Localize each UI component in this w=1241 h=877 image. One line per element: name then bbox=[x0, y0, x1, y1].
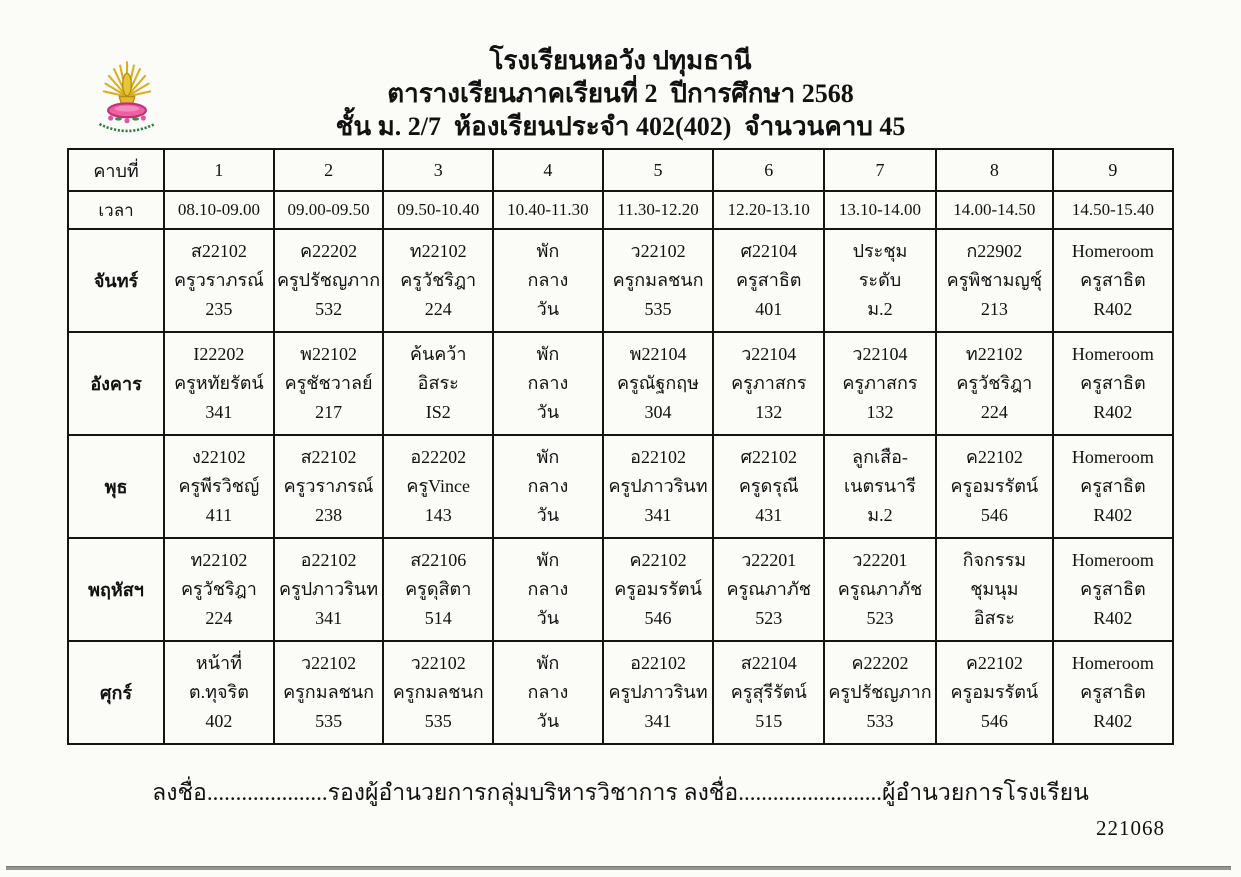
subject-code: ค22102 bbox=[965, 447, 1023, 467]
room-number: R402 bbox=[1093, 608, 1133, 628]
teacher-name: เนตรนารี bbox=[844, 476, 916, 496]
teacher-name: ครูสาธิต bbox=[1080, 270, 1146, 290]
time-header-label: เวลา bbox=[68, 191, 164, 229]
bottom-rule bbox=[6, 866, 1231, 870]
teacher-name: ครูวราภรณ์ bbox=[173, 270, 264, 290]
timetable-cell bbox=[383, 332, 493, 435]
subject-code: ว22201 bbox=[741, 550, 797, 570]
subject-code: ส22106 bbox=[410, 550, 467, 570]
room-number: อิสระ bbox=[973, 608, 1015, 628]
timetable-cell bbox=[1053, 538, 1173, 641]
room-number: ม.2 bbox=[867, 505, 893, 525]
room-number: 224 bbox=[980, 402, 1008, 422]
room-number: R402 bbox=[1093, 402, 1133, 422]
subject-code: พัก bbox=[536, 550, 560, 570]
period-header-label: คาบที่ bbox=[68, 149, 164, 191]
period-time: 08.10-09.00 bbox=[164, 191, 274, 229]
timetable-cell bbox=[713, 641, 824, 744]
timetable bbox=[67, 148, 1174, 745]
teacher-name: กลาง bbox=[527, 579, 569, 599]
teacher-name: ครูวัชริฎา bbox=[956, 373, 1033, 393]
period-time: 14.00-14.50 bbox=[936, 191, 1053, 229]
timetable-cell bbox=[1053, 641, 1173, 744]
teacher-name: ครูณภาภัช bbox=[726, 579, 811, 599]
room-number: 532 bbox=[315, 299, 343, 319]
subject-code: อ22102 bbox=[630, 447, 686, 467]
timetable-cell bbox=[493, 538, 603, 641]
timetable-cell bbox=[603, 435, 714, 538]
subject-code: ค22102 bbox=[629, 550, 687, 570]
teacher-name: ชุมนุม bbox=[970, 579, 1019, 599]
period-number: 6 bbox=[713, 149, 824, 191]
subject-code: ว22102 bbox=[630, 241, 686, 261]
room-number: 535 bbox=[315, 711, 343, 731]
teacher-name: ครูวัชริฎา bbox=[180, 579, 257, 599]
room-number: 402 bbox=[205, 711, 233, 731]
schedule-title: ตารางเรียนภาคเรียนที่ 2 ปีการศึกษา 2568 bbox=[387, 79, 854, 108]
timetable-cell bbox=[164, 229, 274, 332]
subject-code: ประชุม bbox=[852, 241, 908, 261]
period-time: 13.10-14.00 bbox=[824, 191, 936, 229]
timetable-cell bbox=[383, 435, 493, 538]
teacher-name: ครูสาธิต bbox=[1080, 682, 1146, 702]
subject-code: พ22104 bbox=[629, 344, 687, 364]
day-row-friday bbox=[68, 641, 1173, 744]
room-number: 238 bbox=[315, 505, 343, 525]
subject-code: ง22102 bbox=[192, 447, 246, 467]
teacher-name: ครูVince bbox=[406, 476, 471, 496]
day-row-monday bbox=[68, 229, 1173, 332]
subject-code: ว22104 bbox=[741, 344, 797, 364]
teacher-name: ครูอมรรัตน์ bbox=[950, 682, 1039, 702]
document-header bbox=[0, 0, 1241, 143]
timetable-cell bbox=[164, 538, 274, 641]
room-number: 217 bbox=[315, 402, 343, 422]
subject-code: ท22102 bbox=[965, 344, 1023, 364]
subject-code: ส22102 bbox=[300, 447, 357, 467]
teacher-name: ครูภาสกร bbox=[731, 373, 807, 393]
room-number: 431 bbox=[755, 505, 783, 525]
room-number: 304 bbox=[644, 402, 672, 422]
room-number: R402 bbox=[1093, 711, 1133, 731]
timetable-cell bbox=[493, 641, 603, 744]
subject-code: ก22902 bbox=[966, 241, 1023, 261]
timetable-cell bbox=[713, 332, 824, 435]
timetable-cell bbox=[493, 332, 603, 435]
teacher-name: อิสระ bbox=[417, 373, 459, 393]
room-number: R402 bbox=[1093, 299, 1133, 319]
period-time: 10.40-11.30 bbox=[493, 191, 603, 229]
room-number: 535 bbox=[424, 711, 452, 731]
subject-code: อ22102 bbox=[300, 550, 357, 570]
teacher-name: ครูสาธิต bbox=[1080, 476, 1146, 496]
subject-code: Homeroom bbox=[1071, 344, 1154, 364]
timetable-cell bbox=[824, 229, 936, 332]
room-number: 213 bbox=[980, 299, 1008, 319]
teacher-name: ครูวัชริฎา bbox=[400, 270, 477, 290]
period-number: 2 bbox=[274, 149, 384, 191]
subject-code: ศ22104 bbox=[740, 241, 797, 261]
timetable-cell bbox=[936, 538, 1053, 641]
subject-code: หน้าที่ bbox=[195, 653, 242, 673]
room-number: 401 bbox=[755, 299, 783, 319]
room-number: 546 bbox=[980, 711, 1008, 731]
room-number: 411 bbox=[205, 505, 233, 525]
period-time: 12.20-13.10 bbox=[713, 191, 824, 229]
subject-code: ค22202 bbox=[300, 241, 358, 261]
day-label: พฤหัสฯ bbox=[68, 538, 164, 641]
teacher-name: ครูกมลชนก bbox=[283, 682, 375, 702]
subject-code: พัก bbox=[536, 241, 560, 261]
teacher-name: ครูอมรรัตน์ bbox=[614, 579, 702, 599]
day-row-wednesday bbox=[68, 435, 1173, 538]
timetable-cell bbox=[713, 229, 824, 332]
timetable-cell bbox=[936, 435, 1053, 538]
subject-code: Homeroom bbox=[1071, 550, 1154, 570]
subject-code: I22202 bbox=[193, 344, 245, 364]
room-number: 132 bbox=[866, 402, 894, 422]
timetable-cell bbox=[1053, 332, 1173, 435]
subject-code: ว22102 bbox=[410, 653, 466, 673]
room-number: 235 bbox=[205, 299, 233, 319]
period-time: 11.30-12.20 bbox=[603, 191, 714, 229]
teacher-name: กลาง bbox=[527, 373, 569, 393]
room-number: 341 bbox=[644, 711, 672, 731]
day-row-thursday bbox=[68, 538, 1173, 641]
timetable-cell bbox=[274, 538, 384, 641]
class-info: ชั้น ม. 2/7 ห้องเรียนประจำ 402(402) จำนวนคาบ 45 bbox=[335, 112, 906, 141]
teacher-name: ครูชัชวาลย์ bbox=[284, 373, 373, 393]
room-number: 546 bbox=[980, 505, 1008, 525]
room-number: 143 bbox=[424, 505, 452, 525]
subject-code: อ22102 bbox=[630, 653, 686, 673]
timetable-cell bbox=[1053, 435, 1173, 538]
timetable-cell bbox=[824, 538, 936, 641]
room-number: 224 bbox=[424, 299, 452, 319]
teacher-name: ครูสาธิต bbox=[736, 270, 802, 290]
period-number: 4 bbox=[493, 149, 603, 191]
timetable-cell bbox=[164, 332, 274, 435]
room-number: วัน bbox=[536, 402, 560, 422]
timetable-cell bbox=[493, 435, 603, 538]
timetable-cell bbox=[164, 641, 274, 744]
day-label: จันทร์ bbox=[68, 229, 164, 332]
timetable-cell bbox=[824, 641, 936, 744]
teacher-name: กลาง bbox=[527, 270, 569, 290]
subject-code: พัก bbox=[536, 344, 560, 364]
period-number: 9 bbox=[1053, 149, 1173, 191]
teacher-name: กลาง bbox=[527, 682, 569, 702]
subject-code: Homeroom bbox=[1071, 447, 1154, 467]
room-number: วัน bbox=[536, 608, 560, 628]
timetable-cell bbox=[603, 332, 714, 435]
room-number: 341 bbox=[315, 608, 343, 628]
period-time: 09.50-10.40 bbox=[383, 191, 493, 229]
teacher-name: ครูสุรีรัตน์ bbox=[730, 682, 807, 702]
room-number: 546 bbox=[644, 608, 672, 628]
timetable-cell bbox=[1053, 229, 1173, 332]
room-number: 523 bbox=[755, 608, 783, 628]
subject-code: ค้นคว้า bbox=[409, 344, 467, 364]
teacher-name: ครูปภาวรินท bbox=[608, 682, 708, 702]
teacher-name: ครูกมลชนก bbox=[392, 682, 484, 702]
timetable-cell bbox=[164, 435, 274, 538]
time-header-row bbox=[68, 191, 1173, 229]
subject-code: ว22104 bbox=[852, 344, 908, 364]
timetable-cell bbox=[936, 229, 1053, 332]
subject-code: กิจกรรม bbox=[962, 550, 1027, 570]
signature-line: ลงชื่อ.....................รองผู้อำนวยการกลุ่มบริหารวิชาการ ลงชื่อ.........................ผู้อำนวยการโรงเรียน bbox=[152, 780, 1089, 805]
subject-code: ท22102 bbox=[190, 550, 248, 570]
room-number: 514 bbox=[424, 608, 452, 628]
teacher-name: ครูกมลชนก bbox=[612, 270, 704, 290]
room-number: วัน bbox=[536, 711, 560, 731]
teacher-name: ครูณภาภัช bbox=[837, 579, 923, 599]
room-number: 523 bbox=[866, 608, 894, 628]
room-number: 341 bbox=[205, 402, 233, 422]
room-number: วัน bbox=[536, 505, 560, 525]
subject-code: ค22202 bbox=[851, 653, 909, 673]
subject-code: ว22201 bbox=[852, 550, 908, 570]
room-number: 533 bbox=[866, 711, 894, 731]
timetable-cell bbox=[713, 538, 824, 641]
timetable-cell bbox=[493, 229, 603, 332]
teacher-name: ครูวราภรณ์ bbox=[283, 476, 374, 496]
teacher-name: ต.ทุจริต bbox=[188, 682, 249, 702]
timetable-cell bbox=[824, 435, 936, 538]
document-code: 221068 bbox=[1096, 816, 1165, 840]
subject-code: ศ22102 bbox=[740, 447, 797, 467]
teacher-name: ครูอมรรัตน์ bbox=[950, 476, 1039, 496]
subject-code: Homeroom bbox=[1071, 653, 1154, 673]
period-number: 1 bbox=[164, 149, 274, 191]
timetable-cell bbox=[383, 229, 493, 332]
teacher-name: กลาง bbox=[527, 476, 569, 496]
teacher-name: ครูดุสิตา bbox=[405, 579, 472, 599]
timetable-cell bbox=[274, 229, 384, 332]
subject-code: ค22102 bbox=[965, 653, 1023, 673]
timetable-cell bbox=[383, 641, 493, 744]
subject-code: อ22202 bbox=[410, 447, 467, 467]
subject-code: ส22102 bbox=[190, 241, 247, 261]
timetable-cell bbox=[824, 332, 936, 435]
room-number: 224 bbox=[205, 608, 233, 628]
subject-code: พัก bbox=[536, 653, 560, 673]
period-time: 14.50-15.40 bbox=[1053, 191, 1173, 229]
timetable-cell bbox=[603, 229, 714, 332]
subject-code: พ22102 bbox=[300, 344, 357, 364]
timetable-cell bbox=[936, 641, 1053, 744]
period-number: 7 bbox=[824, 149, 936, 191]
period-number: 5 bbox=[603, 149, 714, 191]
teacher-name: ระดับ bbox=[858, 270, 902, 290]
timetable-cell bbox=[274, 641, 384, 744]
subject-code: พัก bbox=[536, 447, 560, 467]
timetable-cell bbox=[713, 435, 824, 538]
room-number: 515 bbox=[755, 711, 783, 731]
subject-code: ส22104 bbox=[740, 653, 797, 673]
subject-code: ท22102 bbox=[409, 241, 467, 261]
room-number: 341 bbox=[644, 505, 672, 525]
timetable-cell bbox=[936, 332, 1053, 435]
teacher-name: ครูสาธิต bbox=[1080, 373, 1146, 393]
teacher-name: ครูณัฐกฤษ bbox=[617, 373, 700, 393]
timetable-cell bbox=[274, 332, 384, 435]
timetable-cell bbox=[274, 435, 384, 538]
teacher-name: ครูดรุณี bbox=[738, 476, 799, 496]
period-time: 09.00-09.50 bbox=[274, 191, 384, 229]
teacher-name: ครูหทัยรัตน์ bbox=[174, 373, 264, 393]
teacher-name: ครูพิชามญชุ์ bbox=[946, 270, 1042, 290]
room-number: ม.2 bbox=[867, 299, 893, 319]
teacher-name: ครูปรัชญภาก bbox=[828, 682, 932, 702]
teacher-name: ครูภาสกร bbox=[842, 373, 918, 393]
subject-code: ลูกเสือ- bbox=[852, 447, 908, 467]
period-number: 8 bbox=[936, 149, 1053, 191]
period-header-row bbox=[68, 149, 1173, 191]
room-number: 132 bbox=[755, 402, 783, 422]
teacher-name: ครูพีรวิชญ์ bbox=[178, 476, 260, 496]
timetable-cell bbox=[603, 641, 714, 744]
room-number: R402 bbox=[1093, 505, 1133, 525]
timetable-cell bbox=[603, 538, 714, 641]
day-label: อังคาร bbox=[68, 332, 164, 435]
room-number: วัน bbox=[536, 299, 560, 319]
subject-code: ว22102 bbox=[301, 653, 357, 673]
day-row-tuesday bbox=[68, 332, 1173, 435]
teacher-name: ครูสาธิต bbox=[1080, 579, 1146, 599]
day-label: พุธ bbox=[68, 435, 164, 538]
school-name: โรงเรียนหอวัง ปทุมธานี bbox=[489, 46, 752, 75]
room-number: 535 bbox=[644, 299, 672, 319]
teacher-name: ครูปภาวรินท bbox=[608, 476, 708, 496]
period-number: 3 bbox=[383, 149, 493, 191]
teacher-name: ครูปรัชญภาก bbox=[276, 270, 381, 290]
timetable-cell bbox=[383, 538, 493, 641]
room-number: IS2 bbox=[425, 402, 451, 422]
subject-code: Homeroom bbox=[1071, 241, 1154, 261]
teacher-name: ครูปภาวรินท bbox=[279, 579, 379, 599]
day-label: ศุกร์ bbox=[68, 641, 164, 744]
school-emblem-icon bbox=[84, 54, 170, 146]
